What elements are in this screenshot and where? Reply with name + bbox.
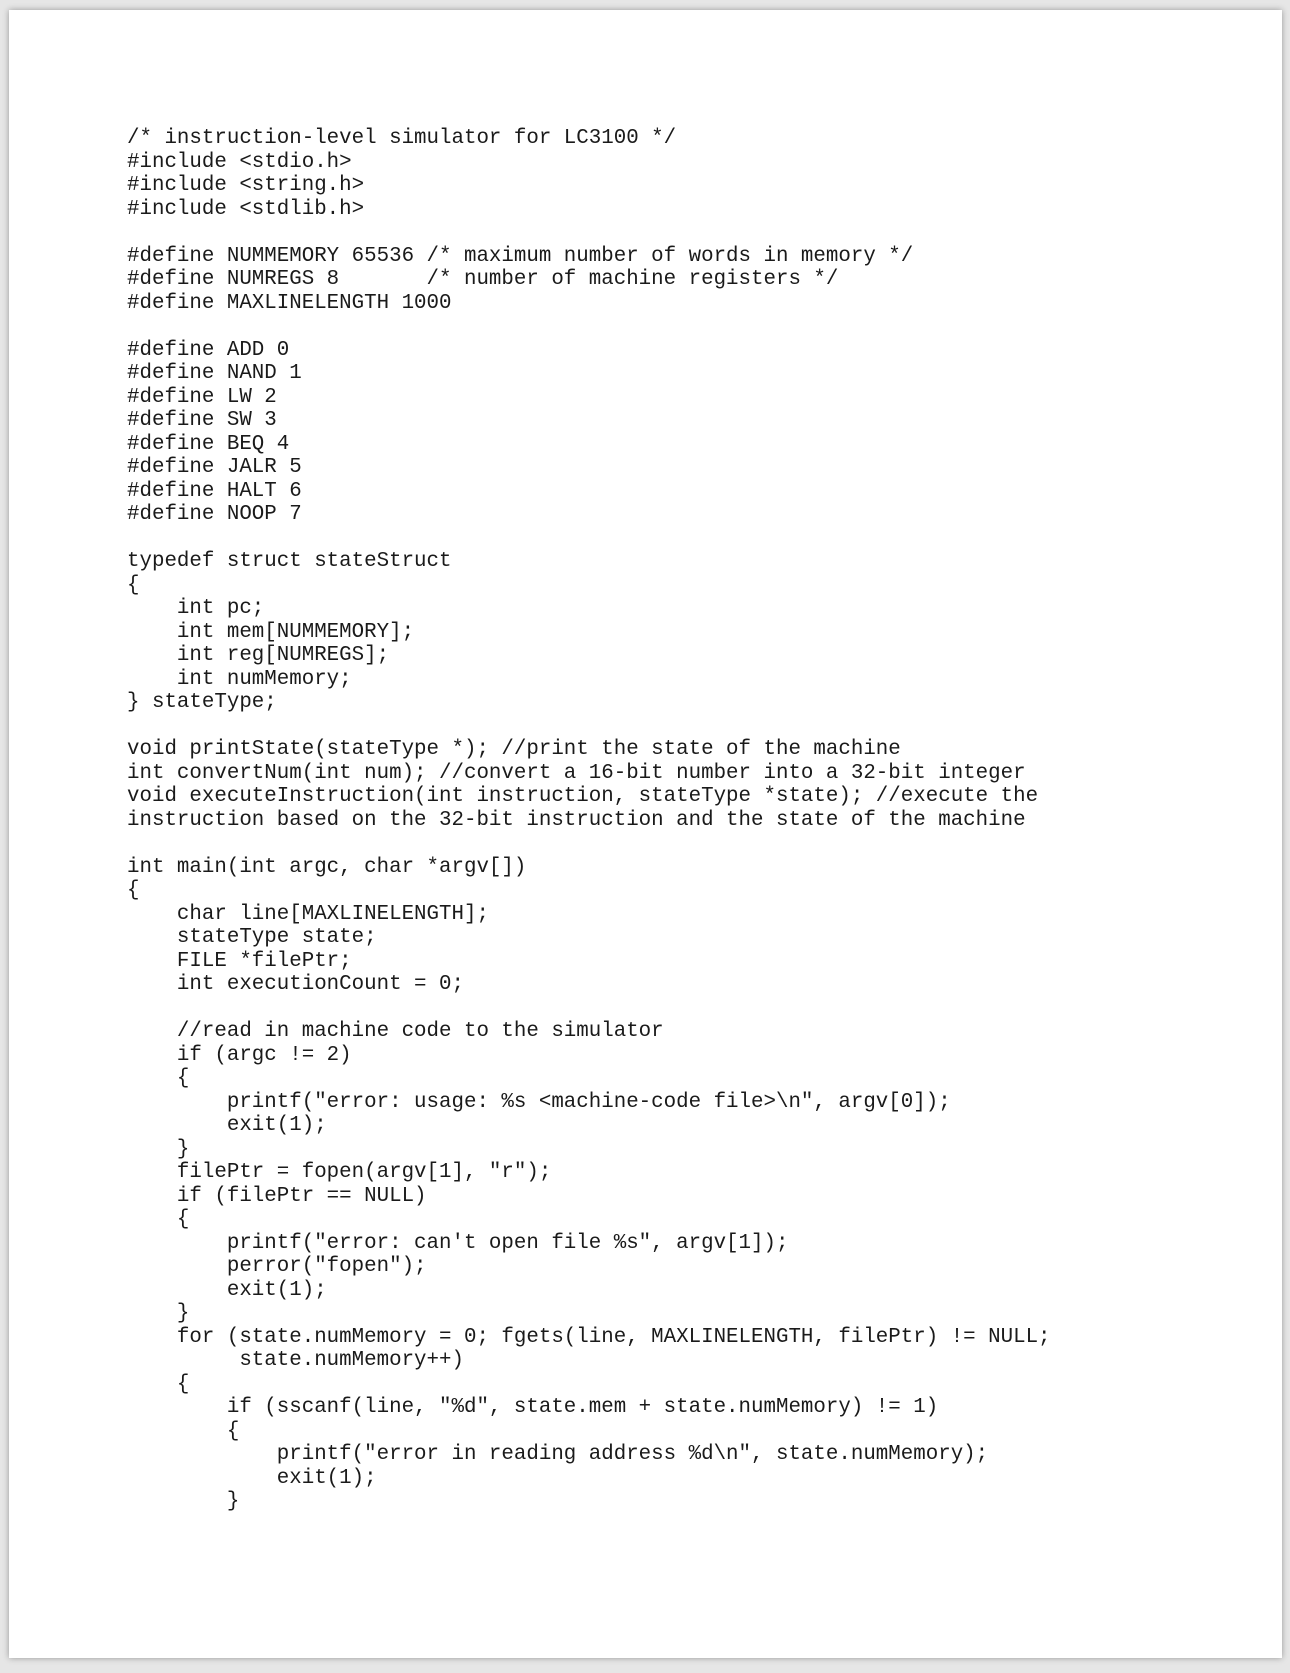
code-line: printf("error in reading address %d\n", state.numMemory); bbox=[127, 1443, 989, 1466]
code-line: { bbox=[127, 1419, 240, 1443]
code-line: #define HALT 6 bbox=[127, 479, 302, 503]
code-line: char line[MAXLINELENGTH]; bbox=[127, 902, 489, 926]
code-line: #define JALR 5 bbox=[127, 456, 302, 479]
code-line: int main(int argc, char *argv[]) bbox=[127, 855, 527, 879]
code-line: int convertNum(int num); //convert a 16-bit number into a 32-bit integer bbox=[127, 761, 1026, 785]
code-line: { bbox=[127, 573, 140, 597]
code-line: printf("error: can't open file %s", argv[1]); bbox=[127, 1231, 789, 1255]
code-line: perror("fopen"); bbox=[127, 1255, 427, 1278]
code-line: int numMemory; bbox=[127, 667, 352, 691]
code-line: #define LW 2 bbox=[127, 385, 277, 409]
code-line: #define NOOP 7 bbox=[127, 503, 302, 526]
code-line: void printState(stateType *); //print the state of the machine bbox=[127, 738, 901, 761]
code-line: { bbox=[127, 1067, 190, 1090]
code-line bbox=[127, 832, 1051, 856]
code-line: //read in machine code to the simulator bbox=[127, 1020, 664, 1043]
code-line: exit(1); bbox=[127, 1114, 327, 1137]
code-line: int pc; bbox=[127, 597, 265, 620]
code-line: if (argc != 2) bbox=[127, 1043, 352, 1067]
code-line: /* instruction-level simulator for LC3100 */ bbox=[127, 127, 677, 150]
code-line: FILE *filePtr; bbox=[127, 949, 352, 973]
code-line: #define MAXLINELENGTH 1000 bbox=[127, 291, 452, 315]
code-line: #include <string.h> bbox=[127, 174, 365, 197]
code-line: } bbox=[127, 1137, 190, 1161]
code-line: exit(1); bbox=[127, 1466, 377, 1490]
code-line: int executionCount = 0; bbox=[127, 973, 464, 996]
code-line: if (filePtr == NULL) bbox=[127, 1184, 427, 1208]
code-line: #define ADD 0 bbox=[127, 338, 290, 362]
code-line: stateType state; bbox=[127, 926, 377, 949]
code-line: void executeInstruction(int instruction, stateType *state); //execute the bbox=[127, 785, 1039, 808]
code-line: typedef struct stateStruct bbox=[127, 550, 452, 573]
code-line bbox=[127, 315, 1051, 339]
code-line bbox=[127, 997, 1051, 1021]
code-line bbox=[127, 527, 1051, 551]
code-line: printf("error: usage: %s <machine-code file>\n", argv[0]); bbox=[127, 1090, 951, 1114]
code-line: { bbox=[127, 1372, 190, 1396]
code-line bbox=[127, 715, 1051, 739]
code-line: { bbox=[127, 1208, 190, 1231]
source-code-block bbox=[127, 127, 1051, 1514]
code-line bbox=[127, 221, 1051, 245]
code-line: state.numMemory++) bbox=[127, 1349, 464, 1372]
code-line: for (state.numMemory = 0; fgets(line, MAXLINELENGTH, filePtr) != NULL; bbox=[127, 1325, 1051, 1349]
code-line: { bbox=[127, 879, 140, 902]
code-line: exit(1); bbox=[127, 1278, 327, 1302]
code-line: #define NUMMEMORY 65536 /* maximum number of words in memory */ bbox=[127, 244, 914, 268]
code-line: instruction based on the 32-bit instruction and the state of the machine bbox=[127, 808, 1026, 832]
code-line: } bbox=[127, 1490, 240, 1513]
code-line: int mem[NUMMEMORY]; bbox=[127, 620, 415, 644]
code-line: #define BEQ 4 bbox=[127, 432, 290, 456]
code-line: #define SW 3 bbox=[127, 409, 277, 432]
document-page bbox=[9, 10, 1282, 1658]
code-line: } stateType; bbox=[127, 691, 277, 714]
code-line: #include <stdlib.h> bbox=[127, 197, 365, 221]
code-line: } bbox=[127, 1302, 190, 1325]
code-line: filePtr = fopen(argv[1], "r"); bbox=[127, 1161, 552, 1184]
code-line: if (sscanf(line, "%d", state.mem + state.numMemory) != 1) bbox=[127, 1396, 939, 1419]
code-line: #define NUMREGS 8 /* number of machine registers */ bbox=[127, 268, 839, 291]
code-line: int reg[NUMREGS]; bbox=[127, 644, 390, 667]
code-line: #define NAND 1 bbox=[127, 362, 302, 385]
code-line: #include <stdio.h> bbox=[127, 150, 352, 174]
